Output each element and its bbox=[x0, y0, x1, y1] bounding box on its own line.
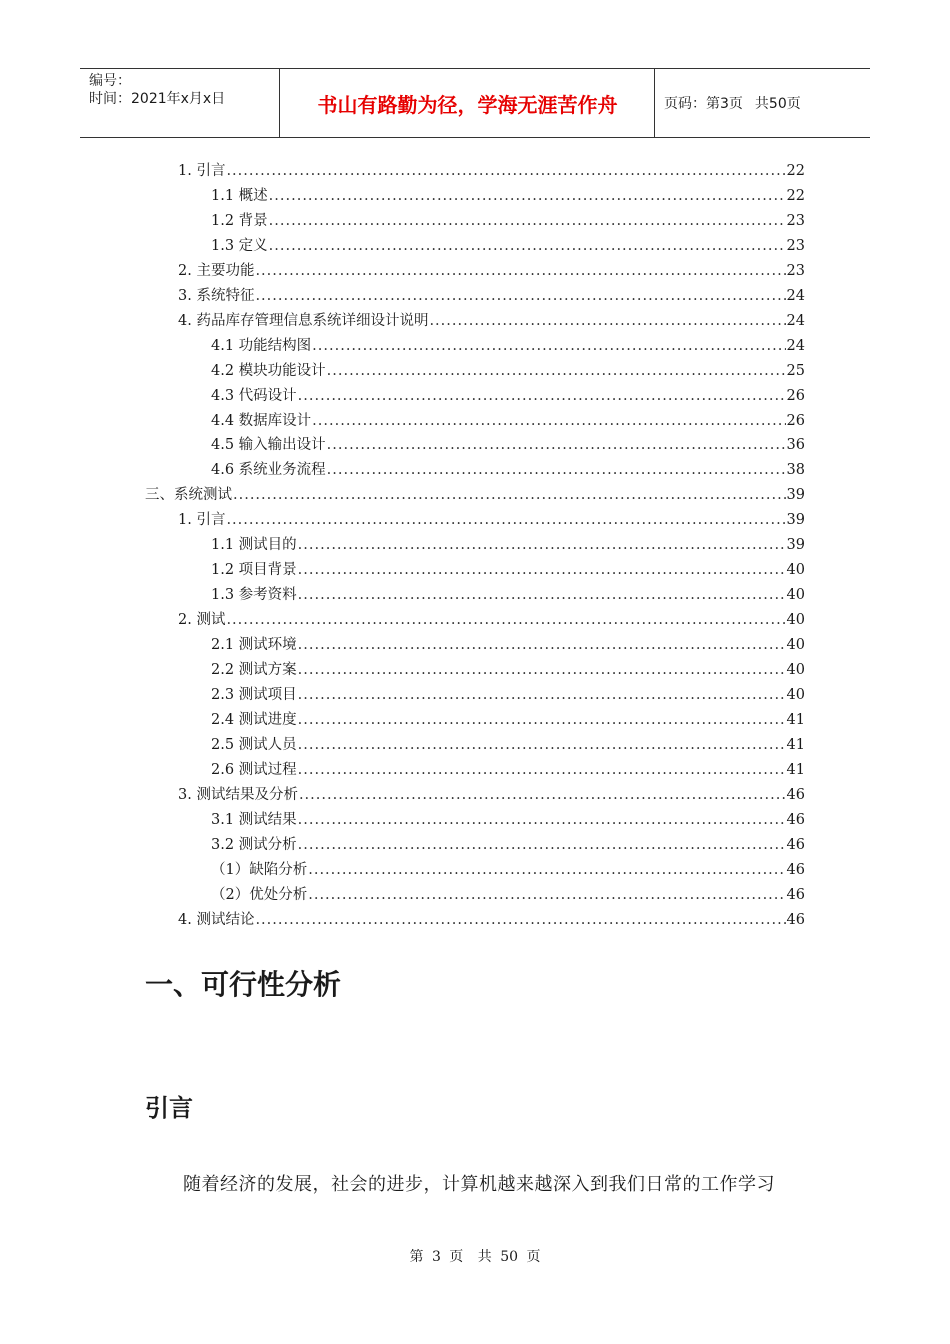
toc-entry[interactable] bbox=[211, 458, 805, 483]
toc-entry-page: 41 bbox=[786, 736, 805, 753]
section-heading: 一、可行性分析 bbox=[145, 968, 342, 1001]
toc-leader-dots bbox=[255, 908, 785, 933]
toc-entry-label: 2.4 测试进度 bbox=[211, 711, 297, 728]
toc-leader-dots bbox=[298, 533, 786, 558]
toc-entry[interactable] bbox=[178, 608, 805, 633]
toc-leader-dots bbox=[255, 284, 785, 309]
toc-entry-label: 4.2 模块功能设计 bbox=[211, 362, 326, 379]
toc-entry-page: 23 bbox=[786, 212, 805, 229]
page-footer bbox=[0, 1246, 950, 1266]
header-total-label: 共50页 bbox=[754, 96, 801, 112]
toc-leader-dots bbox=[269, 184, 786, 209]
toc-entry-page: 40 bbox=[786, 662, 805, 678]
toc-entry-page: 22 bbox=[786, 163, 805, 179]
toc-leader-dots bbox=[233, 483, 786, 508]
header-time-label: 时间：2021年x月x日 bbox=[89, 91, 226, 107]
toc-entry-page: 23 bbox=[786, 262, 805, 279]
toc-entry-label: 1. 引言 bbox=[178, 512, 226, 529]
toc-leader-dots bbox=[327, 458, 786, 483]
toc-entry-label: 4.6 系统业务流程 bbox=[211, 462, 326, 479]
toc-leader-dots bbox=[298, 708, 786, 733]
toc-entry-label: 2.2 测试方案 bbox=[211, 662, 297, 678]
toc-entry-label: 1.3 定义 bbox=[211, 237, 268, 254]
toc-entry-page: 40 bbox=[786, 637, 805, 654]
subsection-heading: 引言 bbox=[145, 1094, 193, 1122]
toc-entry-page: 25 bbox=[786, 362, 805, 379]
toc-entry-page: 39 bbox=[786, 537, 805, 554]
toc-entry-page: 46 bbox=[786, 786, 805, 803]
header-number-label: 编号： bbox=[89, 73, 131, 89]
toc-entry-page: 40 bbox=[786, 612, 805, 629]
toc-entry-page: 46 bbox=[786, 836, 805, 853]
toc-entry[interactable] bbox=[178, 309, 805, 334]
toc-leader-dots bbox=[327, 433, 786, 458]
toc-entry-label: 3. 测试结果及分析 bbox=[178, 786, 298, 803]
toc-entry-page: 46 bbox=[786, 886, 805, 903]
toc-entry-page: 40 bbox=[786, 686, 805, 703]
toc-leader-dots bbox=[298, 583, 786, 608]
toc-entry-label: 1.1 概述 bbox=[211, 187, 268, 204]
toc-entry-page: 24 bbox=[786, 337, 805, 354]
toc-entry[interactable] bbox=[211, 858, 805, 883]
toc-entry-page: 26 bbox=[786, 412, 805, 429]
toc-entry-label: 1.2 项目背景 bbox=[211, 562, 297, 579]
toc-entry[interactable] bbox=[178, 159, 805, 184]
toc-entry[interactable] bbox=[211, 433, 805, 458]
toc-entry-page: 24 bbox=[786, 312, 805, 329]
toc-leader-dots bbox=[226, 608, 785, 633]
toc-entry[interactable] bbox=[211, 708, 805, 733]
toc-entry-page: 46 bbox=[786, 861, 805, 878]
toc-entry[interactable] bbox=[211, 808, 805, 833]
toc-entry-page: 39 bbox=[786, 487, 805, 504]
toc-entry[interactable] bbox=[211, 184, 805, 209]
toc-leader-dots bbox=[298, 808, 786, 833]
toc-entry[interactable] bbox=[211, 234, 805, 259]
toc-entry-label: 三、系统测试 bbox=[145, 487, 232, 504]
toc-entry-label: 2.5 测试人员 bbox=[211, 736, 297, 753]
toc-leader-dots bbox=[298, 758, 786, 783]
toc-leader-dots bbox=[269, 209, 786, 234]
toc-entry-label: 4. 测试结论 bbox=[178, 911, 255, 928]
toc-entry[interactable] bbox=[211, 733, 805, 758]
toc-entry-page: 39 bbox=[786, 512, 805, 529]
toc-entry[interactable] bbox=[211, 658, 805, 683]
toc-entry-page: 41 bbox=[786, 761, 805, 778]
toc-entry[interactable] bbox=[211, 334, 805, 359]
footer-total-text: 共 50 页 bbox=[477, 1249, 541, 1265]
header-page-cell bbox=[655, 69, 870, 137]
toc-leader-dots bbox=[298, 658, 786, 683]
toc-entry[interactable] bbox=[211, 359, 805, 384]
toc-entry-page: 24 bbox=[786, 287, 805, 304]
toc-leader-dots bbox=[226, 159, 785, 184]
toc-entry-page: 36 bbox=[786, 437, 805, 454]
toc-leader-dots bbox=[298, 633, 786, 658]
body-paragraph: 随着经济的发展，社会的进步，计算机越来越深入到我们日常的工作学习 bbox=[183, 1174, 775, 1195]
toc-entry-label: （2）优处分析 bbox=[211, 886, 308, 903]
toc-entry-label: 3.2 测试分析 bbox=[211, 836, 297, 853]
toc-entry[interactable] bbox=[211, 533, 805, 558]
toc-leader-dots bbox=[298, 833, 786, 858]
toc-entry[interactable] bbox=[178, 783, 805, 808]
toc-entry-label: 1. 引言 bbox=[178, 163, 226, 179]
toc-entry[interactable] bbox=[211, 833, 805, 858]
toc-entry-page: 40 bbox=[786, 587, 805, 604]
toc-entry[interactable] bbox=[211, 758, 805, 783]
toc-entry-page: 22 bbox=[786, 187, 805, 204]
toc-entry-page: 46 bbox=[786, 811, 805, 828]
toc-leader-dots bbox=[298, 733, 786, 758]
toc-leader-dots bbox=[226, 508, 785, 533]
toc-entry[interactable] bbox=[178, 284, 805, 309]
toc-entry[interactable] bbox=[211, 209, 805, 234]
toc-entry[interactable] bbox=[211, 883, 805, 908]
page-header bbox=[80, 68, 870, 138]
toc-entry-label: 2.6 测试过程 bbox=[211, 761, 297, 778]
toc-entry-label: 1.2 背景 bbox=[211, 212, 268, 229]
toc-leader-dots bbox=[269, 234, 786, 259]
toc-leader-dots bbox=[429, 309, 785, 334]
toc-entry-label: 3. 系统特征 bbox=[178, 287, 255, 304]
toc-entry-label: 1.3 参考资料 bbox=[211, 587, 297, 604]
toc-entry-label: 3.1 测试结果 bbox=[211, 811, 297, 828]
toc-entry-page: 41 bbox=[786, 711, 805, 728]
toc-entry[interactable] bbox=[211, 409, 805, 434]
toc-entry[interactable] bbox=[211, 583, 805, 608]
toc-entry[interactable] bbox=[211, 384, 805, 409]
toc-entry-label: 2. 测试 bbox=[178, 612, 226, 629]
toc-entry-page: 23 bbox=[786, 237, 805, 254]
toc-entry-page: 26 bbox=[786, 387, 805, 404]
toc-entry-page: 38 bbox=[786, 462, 805, 479]
toc-leader-dots bbox=[298, 683, 786, 708]
toc-leader-dots bbox=[327, 359, 786, 384]
toc-entry[interactable] bbox=[211, 683, 805, 708]
toc-entry[interactable] bbox=[178, 508, 805, 533]
toc-leader-dots bbox=[255, 259, 785, 284]
toc-entry-page: 46 bbox=[786, 911, 805, 928]
toc-leader-dots bbox=[298, 384, 786, 409]
toc-leader-dots bbox=[312, 409, 785, 434]
toc-entry[interactable] bbox=[211, 558, 805, 583]
header-page-label: 页码：第3页 bbox=[664, 96, 743, 112]
toc-entry-label: 2.1 测试环境 bbox=[211, 637, 297, 654]
toc-entry-page: 40 bbox=[786, 562, 805, 579]
toc-entry-label: 1.1 测试目的 bbox=[211, 537, 297, 554]
toc-entry[interactable] bbox=[178, 908, 805, 933]
toc-entry[interactable] bbox=[178, 259, 805, 284]
toc-leader-dots bbox=[298, 558, 786, 583]
header-motto: 书山有路勤为径，学海无涯苦作舟 bbox=[281, 69, 655, 137]
toc-entry-label: （1）缺陷分析 bbox=[211, 861, 308, 878]
toc-leader-dots bbox=[308, 858, 785, 883]
header-info-cell bbox=[80, 69, 280, 137]
toc-entry-label: 4.1 功能结构图 bbox=[211, 337, 312, 354]
footer-page-text: 第 3 页 bbox=[409, 1249, 464, 1265]
toc-entry[interactable] bbox=[211, 633, 805, 658]
toc-entry-label: 2. 主要功能 bbox=[178, 262, 255, 279]
toc-entry-label: 4.4 数据库设计 bbox=[211, 412, 312, 429]
toc-entry-label: 4. 药品库存管理信息系统详细设计说明 bbox=[178, 312, 429, 329]
toc-entry-label: 4.3 代码设计 bbox=[211, 387, 297, 404]
toc-leader-dots bbox=[308, 883, 785, 908]
toc-entry[interactable] bbox=[145, 483, 805, 508]
toc-leader-dots bbox=[299, 783, 786, 808]
toc-entry-label: 4.5 输入输出设计 bbox=[211, 437, 326, 454]
toc-leader-dots bbox=[312, 334, 785, 359]
toc-entry-label: 2.3 测试项目 bbox=[211, 686, 297, 703]
